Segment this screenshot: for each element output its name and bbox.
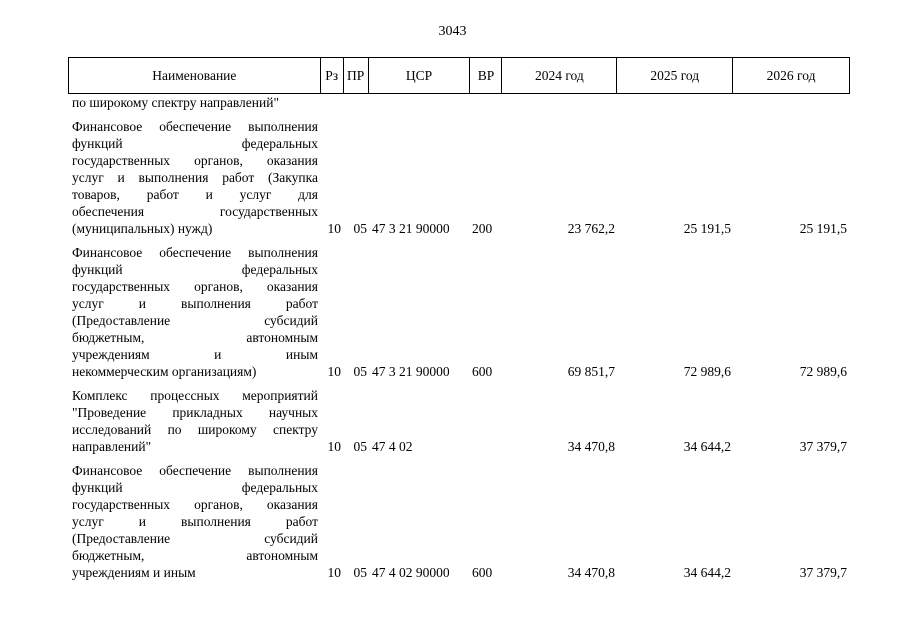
row-name-line: обеспечения государственных bbox=[72, 204, 318, 219]
row-2024: 34 470,8 bbox=[567, 439, 615, 454]
row-2024: 34 470,8 bbox=[567, 565, 615, 580]
table-row bbox=[68, 387, 850, 455]
row-name bbox=[68, 462, 320, 581]
row-name-line: (Предоставление субсидий bbox=[72, 531, 318, 546]
row-name-line: государственных органов, оказания bbox=[72, 279, 318, 294]
row-name bbox=[68, 244, 320, 380]
row-name-line: по широкому спектру направлений" bbox=[72, 95, 279, 110]
table-row bbox=[68, 94, 850, 111]
row-name-line: услуг и выполнения работ bbox=[72, 514, 318, 529]
row-name-line: государственных органов, оказания bbox=[72, 497, 318, 512]
row-name-line: бюджетным, автономным bbox=[72, 330, 318, 345]
header-rz: Рз bbox=[321, 58, 344, 93]
row-vr: 600 bbox=[472, 565, 493, 580]
row-vr: 200 bbox=[472, 221, 493, 236]
row-csr: 47 3 21 90000 bbox=[372, 364, 450, 379]
row-name-line: Финансовое обеспечение выполнения bbox=[72, 119, 318, 134]
row-2025: 34 644,2 bbox=[683, 439, 731, 454]
row-csr: 47 4 02 bbox=[372, 439, 413, 454]
row-rz: 10 bbox=[327, 221, 341, 236]
table-row bbox=[68, 118, 850, 237]
header-name: Наименование bbox=[69, 58, 321, 93]
row-name-line: бюджетным, автономным bbox=[72, 548, 318, 563]
row-2025: 72 989,6 bbox=[683, 364, 731, 379]
row-name-line: услуг и выполнения работ bbox=[72, 296, 318, 311]
row-2024: 23 762,2 bbox=[567, 221, 615, 236]
row-pr: 05 bbox=[353, 439, 367, 454]
row-pr: 05 bbox=[353, 221, 367, 236]
table-body bbox=[68, 94, 850, 581]
table-header bbox=[68, 57, 850, 94]
row-name-line: товаров, работ и услуг для bbox=[72, 187, 318, 202]
row-2025: 25 191,5 bbox=[683, 221, 731, 236]
header-2024: 2024 год bbox=[502, 58, 617, 93]
row-rz: 10 bbox=[327, 565, 341, 580]
row-2025: 34 644,2 bbox=[683, 565, 731, 580]
row-name-line: функций федеральных bbox=[72, 136, 318, 151]
row-name-line: "Проведение прикладных научных bbox=[72, 405, 318, 420]
header-2026: 2026 год bbox=[766, 67, 816, 83]
row-name-line: услуг и выполнения работ (Закупка bbox=[72, 170, 318, 185]
row-csr: 47 4 02 90000 bbox=[372, 565, 450, 580]
header-vr: ВР bbox=[470, 58, 502, 93]
row-name-line: учреждениям и иным bbox=[72, 347, 318, 362]
row-rz: 10 bbox=[327, 439, 341, 454]
row-name-line: Финансовое обеспечение выполнения bbox=[72, 463, 318, 478]
row-name-line: Финансовое обеспечение выполнения bbox=[72, 245, 318, 260]
row-name-line: функций федеральных bbox=[72, 262, 318, 277]
row-2026: 72 989,6 bbox=[799, 364, 847, 379]
row-name-line: государственных органов, оказания bbox=[72, 153, 318, 168]
row-name-line: (муниципальных) нужд) bbox=[72, 221, 213, 236]
row-name-line: учреждениям и иным bbox=[72, 565, 196, 580]
row-2024: 69 851,7 bbox=[567, 364, 615, 379]
row-name-line: функций федеральных bbox=[72, 480, 318, 495]
row-2026: 25 191,5 bbox=[799, 221, 847, 236]
header-2025: 2025 год bbox=[617, 58, 733, 93]
row-name-line: исследований по широкому спектру bbox=[72, 422, 318, 437]
row-vr: 600 bbox=[472, 364, 493, 379]
row-name bbox=[68, 118, 320, 237]
row-pr: 05 bbox=[353, 565, 367, 580]
row-name-line: направлений" bbox=[72, 439, 152, 454]
row-2026: 37 379,7 bbox=[799, 439, 847, 454]
row-name-line: некоммерческим организациям) bbox=[72, 364, 257, 379]
row-name bbox=[68, 94, 320, 111]
table-row bbox=[68, 462, 850, 581]
row-pr: 05 bbox=[353, 364, 367, 379]
row-name-line: Комплекс процессных мероприятий bbox=[72, 388, 318, 403]
table-row bbox=[68, 244, 850, 380]
header-csr: ЦСР bbox=[369, 58, 471, 93]
page-number: 3043 bbox=[438, 24, 467, 39]
row-rz: 10 bbox=[327, 364, 341, 379]
row-name bbox=[68, 387, 320, 455]
row-name-line: (Предоставление субсидий bbox=[72, 313, 318, 328]
row-2026: 37 379,7 bbox=[799, 565, 847, 580]
header-pr: ПР bbox=[344, 58, 369, 93]
row-csr: 47 3 21 90000 bbox=[372, 221, 450, 236]
